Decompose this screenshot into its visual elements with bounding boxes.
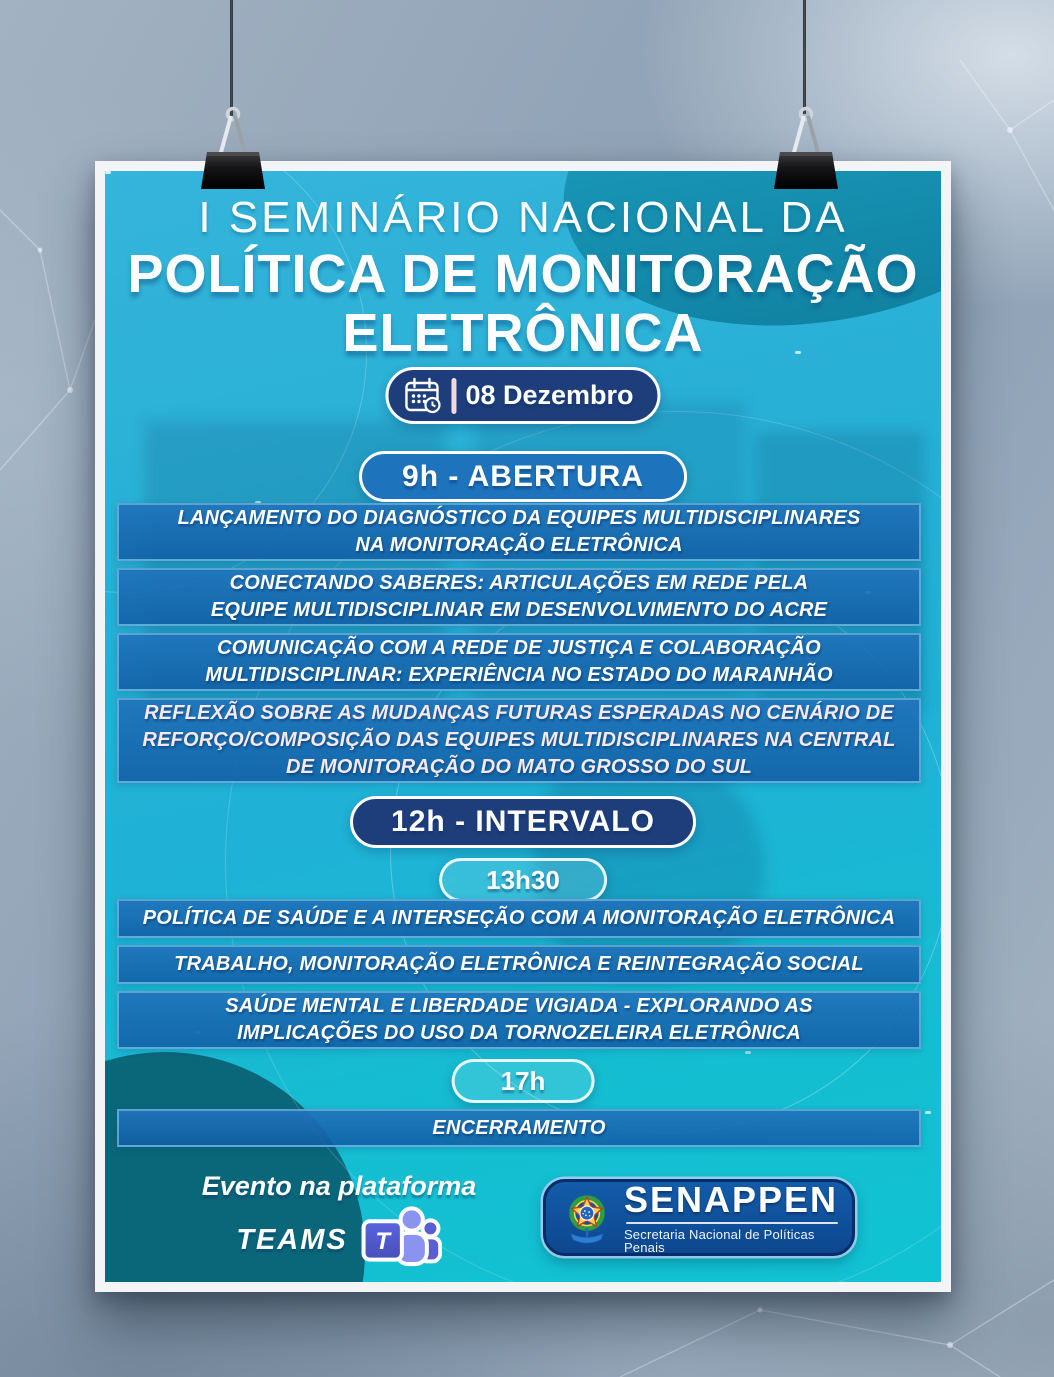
agenda-item-text: TRABALHO, MONITORAÇÃO ELETRÔNICA E REINTEGRAÇÃO SOCIAL xyxy=(174,953,864,976)
agenda-item xyxy=(117,568,921,626)
agenda-item-text: COMUNICAÇÃO COM A REDE DE JUSTIÇA E COLABORAÇÃO MULTIDISCIPLINAR: EXPERIÊNCIA NO ESTADO DO MARANHÃO xyxy=(205,637,833,686)
brazil-coat-of-arms-icon xyxy=(560,1182,614,1254)
platform-info xyxy=(163,1171,515,1274)
agenda-item-text: POLÍTICA DE SAÚDE E A INTERSEÇÃO COM A MONITORAÇÃO ELETRÔNICA xyxy=(142,907,896,930)
date-badge-divider xyxy=(451,378,456,414)
closing-bar-text: ENCERRAMENTO xyxy=(432,1116,606,1139)
session-pill-break: 12h - INTERVALO xyxy=(350,796,696,848)
microsoft-teams-icon xyxy=(360,1206,442,1274)
poster-title-line1: POLÍTICA DE MONITORAÇÃO xyxy=(127,244,919,304)
platform-name: TEAMS xyxy=(236,1223,348,1256)
session-pill-opening: 9h - ABERTURA xyxy=(359,451,687,502)
senappen-divider xyxy=(626,1222,838,1224)
binder-clip-icon-left xyxy=(198,96,268,191)
poster-background xyxy=(105,171,941,1282)
event-date: 08 Dezembro xyxy=(465,380,634,410)
agenda-item xyxy=(117,945,921,984)
agenda-item-text: SAÚDE MENTAL E LIBERDADE VIGIADA - EXPLORANDO AS IMPLICAÇÕES DO USO DA TORNOZELEIRA ELETRÔNICA xyxy=(225,995,813,1044)
agenda-item-text: REFLEXÃO SOBRE AS MUDANÇAS FUTURAS ESPERADAS NO CENÁRIO DE REFORÇO/COMPOSIÇÃO DAS EQUIPES MULTIDISCIPLINARES NA CENTRAL DE MONITORAÇÃO DO MATO GROSSO DO SUL xyxy=(142,702,896,778)
platform-text-line1: Evento na plataforma xyxy=(201,1171,477,1201)
date-badge xyxy=(385,367,660,424)
session-pill-afternoon-time: 13h30 xyxy=(439,858,607,902)
binder-clip-icon-right xyxy=(771,96,841,191)
agenda-item xyxy=(117,991,921,1049)
event-poster xyxy=(95,161,951,1292)
agenda-item-text: CONECTANDO SABERES: ARTICULAÇÕES EM REDE PELA EQUIPE MULTIDISCIPLINAR EM DESENVOLVIMENTO DO ACRE xyxy=(210,572,828,621)
senappen-text-block xyxy=(623,1178,838,1255)
white-speck-decorations xyxy=(105,171,111,174)
teams-letter: T xyxy=(375,1227,390,1255)
session-pill-closing-time: 17h xyxy=(452,1059,595,1103)
calendar-clock-icon xyxy=(402,376,442,416)
agenda-item-text: LANÇAMENTO DO DIAGNÓSTICO DA EQUIPES MULTIDISCIPLINARES NA MONITORAÇÃO ELETRÔNICA xyxy=(177,507,861,556)
poster-title-line2: ELETRÔNICA xyxy=(342,303,704,364)
senappen-badge xyxy=(543,1179,855,1256)
senappen-subtitle: Secretaria Nacional de Políticas Penais xyxy=(623,1226,815,1255)
agenda-item xyxy=(117,503,921,561)
senappen-name: SENAPPEN xyxy=(623,1178,838,1220)
agenda-item xyxy=(117,899,921,938)
platform-text-line2-row xyxy=(163,1206,515,1274)
agenda-item xyxy=(117,633,921,691)
agenda-item xyxy=(117,698,921,783)
poster-supertitle: I SEMINÁRIO NACIONAL DA xyxy=(198,193,848,242)
poster-title xyxy=(105,245,941,364)
closing-bar xyxy=(117,1109,921,1147)
